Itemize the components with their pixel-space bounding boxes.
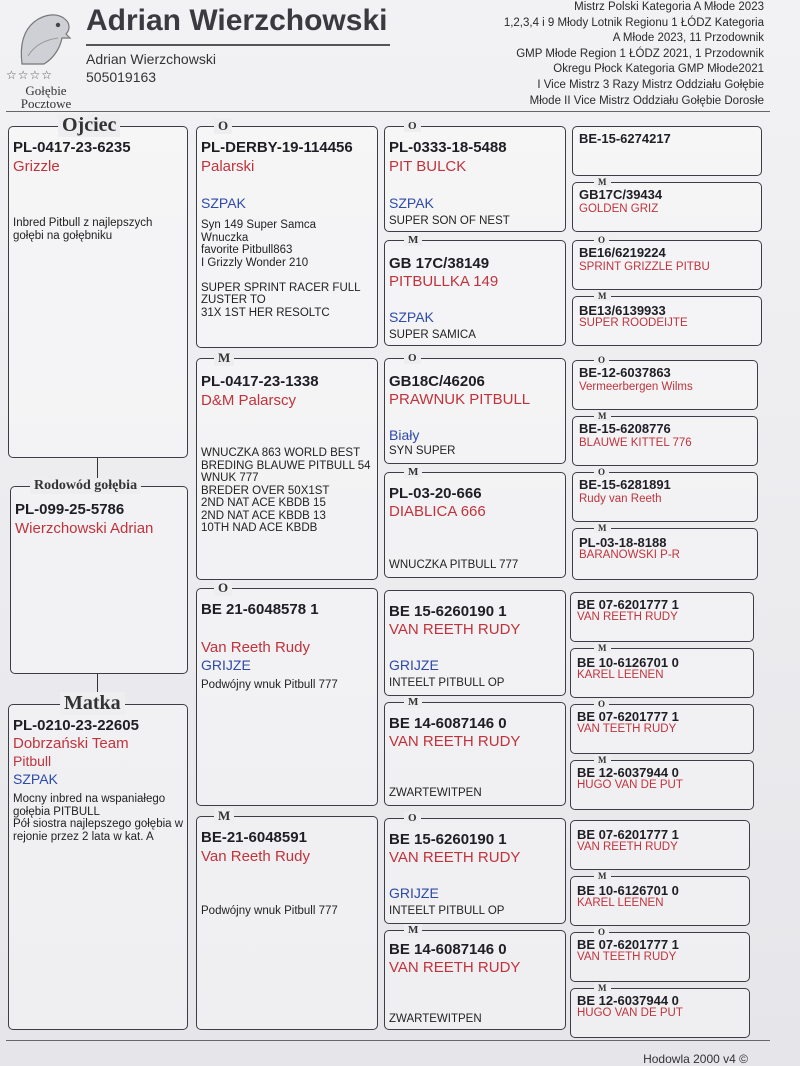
ggp-name: VAN REETH RUDY [389,733,521,750]
great-grandparent-card [384,930,566,1030]
sex-marker: O [214,580,232,596]
achievement-line: Mistrz Polski Kategoria A Młode 2023 [574,1,764,13]
ancestor-name: VAN REETH RUDY [577,841,678,853]
ancestor-ring: BE 07-6201777 1 [577,827,679,842]
sex-marker: M [404,696,422,708]
great-grandparent-card [384,702,566,806]
ancestor-card [572,360,758,410]
ggp-color: GRIJZE [389,885,439,901]
achievement-line: I Vice Mistrz 3 Razy Mistrz Oddziału Gołębie [537,78,764,91]
subject-ring: PL-099-25-5786 [15,501,125,518]
ancestor-name: SPRINT GRIZZLE PITBU [579,261,710,273]
ancestor-name: HUGO VAN DE PUT [577,1007,683,1019]
grandparent-name: Van Reeth Rudy [201,848,310,865]
grandparent-note: Podwójny wnuk Pitbull 777 [201,905,338,917]
ancestor-ring: PL-03-18-8188 [579,535,667,550]
ggp-color: Biały [389,427,420,443]
subject-legend: Rodowód gołębia [30,478,141,494]
ggp-name: VAN REETH RUDY [389,959,521,976]
ancestor-ring: BE 07-6201777 1 [577,937,679,952]
breeder-name: Adrian Wierzchowski [86,51,216,67]
sex-marker: M [594,755,611,765]
achievement-line: Okregu Płock Kategoria GMP Młode2021 [553,63,764,76]
ancestor-card [570,820,750,870]
ancestor-ring: BE13/6139933 [579,303,666,318]
sex-marker: O [594,355,609,365]
ancestor-card [572,472,758,522]
sex-marker: O [404,812,421,824]
ancestor-card [572,296,762,346]
ggp-ring: BE 15-6260190 1 [389,603,507,620]
grandparent-card [196,358,378,580]
sex-marker: O [404,352,421,364]
mother-card [8,704,188,1030]
logo-text-line: Pocztowe [20,96,72,111]
sex-marker: M [594,291,611,301]
ggp-ring: BE 14-6087146 0 [389,715,507,732]
great-grandparent-card [384,590,566,696]
great-grandparent-card [384,358,566,464]
ggp-ring: GB18C/46206 [389,373,485,390]
achievement-line: 1,2,3,4 i 9 Młody Lotnik Regionu 1 ŁÓDZ Kategoria [503,16,764,29]
great-grandparent-card [384,818,566,924]
ancestor-card [570,932,750,982]
grandparent-card [196,588,378,806]
ggp-name: DIABLICA 666 [389,503,486,520]
ancestor-ring: BE-15-6281891 [579,477,671,492]
ggp-name: VAN REETH RUDY [389,849,521,866]
ancestor-name: KAREL LEENEN [577,669,664,681]
great-grandparent-card [384,240,566,346]
father-name: Grizzle [13,158,60,175]
ancestor-name: GOLDEN GRIZ [579,203,659,215]
grandparent-card [196,126,378,348]
ggp-note: INTEELT PITBULL OP [389,905,505,917]
ancestor-ring: BE 07-6201777 1 [577,709,679,724]
logo-text-line: Gołębie [25,83,67,98]
mother-name: Dobrzański Team [13,735,129,752]
sex-marker: M [404,466,422,478]
achievement-line: GMP Młode Region 1 ŁÓDZ 2021, 1 Przodownik [516,47,764,60]
ancestor-name: BLAUWE KITTEL 776 [579,437,692,449]
ggp-color: GRIJZE [389,657,439,673]
grandparent-note: Syn 149 Super Samca Wnuczka favorite Pitbull863 I Grizzly Wonder 210 SUPER SPRINT RACER FULL ZUSTER TO 31X 1ST HER RESOLTC [201,219,361,319]
ggp-note: ZWARTEWITPEN [389,1013,482,1025]
ggp-color: SZPAK [389,309,434,325]
pigeon-logo [6,8,80,111]
ancestor-ring: BE 10-6126701 0 [577,883,679,898]
ancestor-name: VAN TEETH RUDY [577,951,677,963]
father-ring: PL-0417-23-6235 [13,139,131,156]
ggp-ring: BE 15-6260190 1 [389,831,507,848]
grandparent-card [196,816,378,1030]
logo-stars: ☆☆☆☆ [6,68,54,82]
sex-marker: M [594,871,611,881]
ggp-note: WNUCZKA PITBULL 777 [389,559,519,571]
ggp-note: ZWARTEWITPEN [389,787,482,799]
header-divider [6,111,770,112]
logo-text [6,84,86,110]
sex-marker: O [594,699,609,709]
sex-marker: M [594,523,611,533]
ggp-ring: PL-0333-18-5488 [389,139,507,156]
achievement-line: A Młode 2023, 11 Przodownik [612,32,764,45]
ancestor-name: HUGO VAN DE PUT [577,779,683,791]
ancestor-card [570,592,754,642]
sex-marker: O [214,118,232,134]
achievements-list [364,0,764,109]
ancestor-card [570,704,754,754]
ancestor-ring: BE16/6219224 [579,245,666,260]
grandparent-ring: BE 21-6048578 1 [201,601,319,618]
ancestor-name: SUPER ROODEIJTE [579,317,688,329]
sex-marker: M [214,350,234,366]
sex-marker: M [594,983,611,993]
ggp-ring: BE 14-6087146 0 [389,941,507,958]
footer-divider [6,1040,770,1041]
ancestor-name: VAN TEETH RUDY [577,723,677,735]
sex-marker: M [404,234,422,246]
ggp-name: PRAWNUK PITBULL [389,391,531,408]
title-underline [86,44,390,46]
subject-card [10,486,188,674]
breeder-title: Adrian Wierzchowski [86,4,388,37]
grandparent-note: Podwójny wnuk Pitbull 777 [201,679,338,691]
achievement-line: Młode II Vice Mistrz Oddziału Gołębie Dorosłe [529,94,764,107]
grandparent-name: Palarski [201,158,255,175]
software-footer: Hodowla 2000 v4 © [643,1052,748,1066]
ggp-name: PIT BULCK [389,158,467,175]
grandparent-color: SZPAK [201,195,246,211]
sex-marker: O [594,927,609,937]
ancestor-name: VAN REETH RUDY [577,611,678,623]
father-card [8,126,188,458]
ggp-ring: GB 17C/38149 [389,255,490,272]
grandparent-ring: PL-0417-23-1338 [201,373,319,390]
ancestor-ring: BE 10-6126701 0 [577,655,679,670]
ancestor-card [570,760,754,810]
ggp-note: SUPER SON OF NEST [389,215,510,227]
father-note: Inbred Pitbull z najlepszych gołębi na gołębniku [13,217,156,242]
sex-marker: M [214,808,234,824]
ancestor-card [572,240,762,290]
sex-marker: O [404,120,421,132]
mother-color: SZPAK [13,771,58,787]
ancestor-card [570,648,754,698]
ggp-note: SYN SUPER [389,445,456,457]
grandparent-ring: PL-DERBY-19-114456 [201,139,353,156]
ancestor-card [570,876,750,926]
ancestor-name: KAREL LEENEN [577,897,664,909]
ggp-color: SZPAK [389,195,434,211]
ggp-name: PITBULLKA 149 [389,273,499,290]
great-grandparent-card [384,126,566,232]
ggp-note: INTEELT PITBULL OP [389,677,505,689]
grandparent-color: GRIJZE [201,657,251,673]
ancestor-ring: BE 12-6037944 0 [577,993,679,1008]
ancestor-ring: BE-15-6208776 [579,421,671,436]
mother-note: Mocny inbred na wspaniałego gołębia PITBULL Pół siostra najlepszego gołębia w rejonie przez 2 lata w kat. A [13,793,184,843]
ancestor-card [572,182,762,232]
great-grandparent-card [384,472,566,578]
ancestor-card [572,528,758,580]
ancestor-ring: BE 07-6201777 1 [577,597,679,612]
ggp-name: VAN REETH RUDY [389,621,521,638]
father-legend: Ojciec [58,114,120,137]
ancestor-ring: BE-12-6037863 [579,365,671,380]
grandparent-name: Van Reeth Rudy [201,639,310,656]
breeder-phone: 505019163 [86,69,157,85]
ancestor-ring: BE 12-6037944 0 [577,765,679,780]
mother-ring: PL-0210-23-22605 [13,717,139,734]
sex-marker: M [594,177,611,187]
ancestor-ring: BE-15-6274217 [579,131,671,146]
ancestor-card [572,126,762,176]
ancestor-card [572,416,758,466]
ggp-ring: PL-03-20-666 [389,485,482,502]
grandparent-note: WNUCZKA 863 WORLD BEST BREDING BLAUWE PITBULL 54 WNUK 777 BREDER OVER 50X1ST 2ND NAT ACE KBDB 15 2ND NAT ACE KBDB 13 10TH NAD ACE KBDB [201,447,371,534]
ggp-note: SUPER SAMICA [389,329,476,341]
sex-marker: M [594,411,611,421]
sex-marker: O [594,235,609,245]
ancestor-name: BARANOWSKI P-R [579,549,680,561]
sex-marker: O [594,467,609,477]
ancestor-name: Rudy van Reeth [579,493,662,505]
mother-strain: Pitbull [13,753,52,769]
grandparent-name: D&M Palarscy [201,392,297,409]
subject-name: Wierzchowski Adrian [15,520,154,537]
ancestor-ring: GB17C/39434 [579,187,663,202]
sex-marker: M [404,924,422,936]
pigeon-head-icon [14,8,72,68]
ancestor-card [570,988,750,1038]
ancestor-name: Vermeerbergen Wilms [579,381,693,393]
mother-legend: Matka [60,692,125,715]
sex-marker: M [594,643,611,653]
grandparent-ring: BE-21-6048591 [201,829,307,846]
